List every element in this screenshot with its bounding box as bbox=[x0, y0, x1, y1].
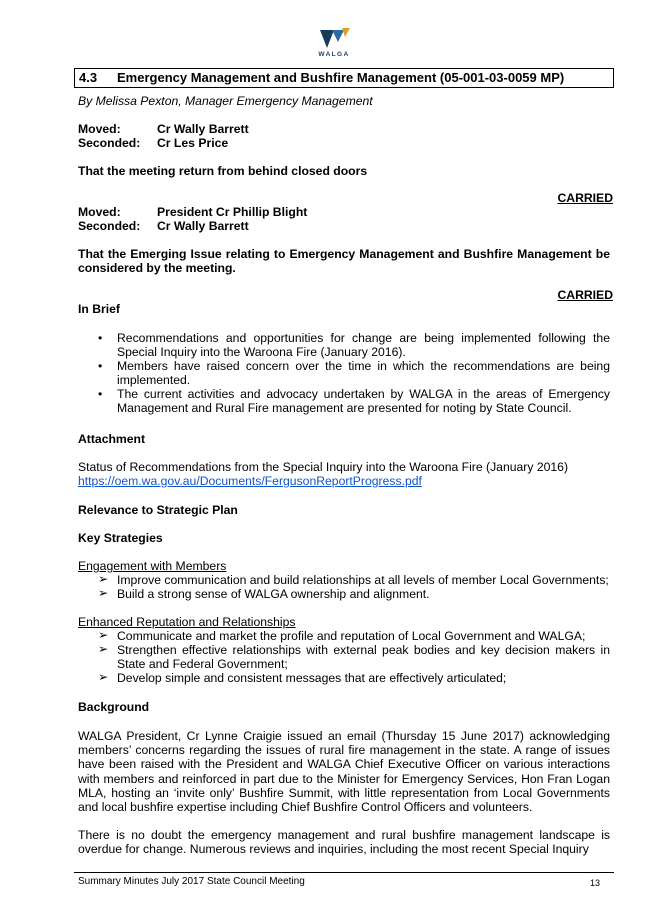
in-brief-text: The current activities and advocacy undertaken by WALGA in the areas of Emergency Management and Rural Fire management are presented for noting by State Council. bbox=[117, 387, 610, 416]
in-brief-text: Members have raised concern over the time in which the recommendations are being implemented. bbox=[117, 359, 610, 388]
footer-text: Summary Minutes July 2017 State Council Meeting bbox=[78, 876, 305, 887]
strategy-text: Communicate and market the profile and reputation of Local Government and WALGA; bbox=[117, 629, 586, 643]
walga-logo-icon bbox=[314, 26, 354, 52]
moved-label: Moved: bbox=[78, 122, 121, 136]
attachment-text: Status of Recommendations from the Special Inquiry into the Waroona Fire (January 2016) bbox=[78, 460, 568, 474]
strategy-item bbox=[98, 670, 610, 685]
walga-logo bbox=[314, 26, 364, 62]
arrow-bullet-icon: ➢ bbox=[98, 572, 109, 586]
moved-name: Cr Wally Barrett bbox=[157, 122, 249, 136]
moved-name: President Cr Phillip Blight bbox=[157, 205, 308, 219]
arrow-bullet-icon: ➢ bbox=[98, 670, 109, 684]
in-brief-item bbox=[98, 331, 610, 360]
motion2-moved bbox=[78, 205, 613, 219]
background-paragraph: There is no doubt the emergency management and rural bushfire management landscape is overdue for change. Numerous reviews and inquiries, including the most recent Special Inquiry bbox=[78, 828, 610, 857]
strategy-item bbox=[98, 572, 610, 587]
seconded-label: Seconded: bbox=[78, 219, 141, 233]
moved-label: Moved: bbox=[78, 205, 121, 219]
item-title-box bbox=[74, 68, 614, 88]
seconded-name: Cr Wally Barrett bbox=[157, 219, 249, 233]
item-title: Emergency Management and Bushfire Management (05-001-03-0059 MP) bbox=[117, 70, 565, 85]
motion1-resolution: That the meeting return from behind closed doors bbox=[78, 164, 368, 178]
page-number: 13 bbox=[590, 878, 601, 888]
arrow-bullet-icon: ➢ bbox=[98, 628, 109, 642]
motion2-resolution: That the Emerging Issue relating to Emergency Management and Bushfire Management be considered by the meeting. bbox=[78, 247, 610, 276]
strategic-heading: Relevance to Strategic Plan bbox=[78, 503, 238, 517]
arrow-bullet-icon: ➢ bbox=[98, 586, 109, 600]
attachment-link[interactable]: https://oem.wa.gov.au/Documents/FergusonReportProgress.pdf bbox=[78, 474, 422, 488]
item-number: 4.3 bbox=[79, 70, 98, 85]
strategy-group-title: Engagement with Members bbox=[78, 559, 227, 573]
motion2-carried: CARRIED bbox=[557, 288, 613, 302]
bullet-icon: • bbox=[98, 331, 103, 345]
strategy-text: Strengthen effective relationships with external peak bodies and key decision makers in State and Federal Government; bbox=[117, 643, 610, 672]
motion2-seconded bbox=[78, 219, 613, 233]
in-brief-item bbox=[98, 387, 610, 416]
bullet-icon: • bbox=[98, 359, 103, 373]
background-paragraph: WALGA President, Cr Lynne Craigie issued an email (Thursday 15 June 2017) acknowledging members’ concerns regarding the issues of rural fire management in the state. A range of issues have been raised with the President and WALGA Chief Executive Officer on various interactions with members and reinforced in part due to the Minister for Emergency Services, Hon Fran Logan MLA, hosting an ‘invite only’ Bushfire Summit, with little representation from Local Governments and local bushfire expertise including Chief Bushfire Control Officers and volunteers. bbox=[78, 729, 610, 815]
attachment-heading: Attachment bbox=[78, 432, 146, 446]
strategy-text: Improve communication and build relationships at all levels of member Local Governments; bbox=[117, 573, 609, 587]
motion1-moved bbox=[78, 122, 613, 136]
bullet-icon: • bbox=[98, 387, 103, 401]
arrow-bullet-icon: ➢ bbox=[98, 642, 109, 656]
in-brief-heading: In Brief bbox=[78, 302, 120, 316]
in-brief-item bbox=[98, 359, 610, 388]
motion1-carried: CARRIED bbox=[557, 191, 613, 205]
in-brief-text: Recommendations and opportunities for change are being implemented following the Special Inquiry into the Waroona Fire (January 2016). bbox=[117, 331, 610, 360]
strategy-group-title: Enhanced Reputation and Relationships bbox=[78, 615, 296, 629]
footer-divider bbox=[74, 872, 614, 873]
seconded-label: Seconded: bbox=[78, 136, 141, 150]
strategy-text: Build a strong sense of WALGA ownership and alignment. bbox=[117, 587, 430, 601]
motion1-seconded bbox=[78, 136, 613, 150]
seconded-name: Cr Les Price bbox=[157, 136, 229, 150]
item-author: By Melissa Pexton, Manager Emergency Management bbox=[78, 94, 373, 108]
background-heading: Background bbox=[78, 700, 150, 714]
strategy-item bbox=[98, 628, 610, 643]
strategy-text: Develop simple and consistent messages that are effectively articulated; bbox=[117, 671, 507, 685]
logo-text: WALGA bbox=[318, 51, 350, 58]
strategy-item bbox=[98, 586, 610, 601]
strategy-item bbox=[98, 642, 610, 672]
key-strategies-heading: Key Strategies bbox=[78, 531, 163, 545]
